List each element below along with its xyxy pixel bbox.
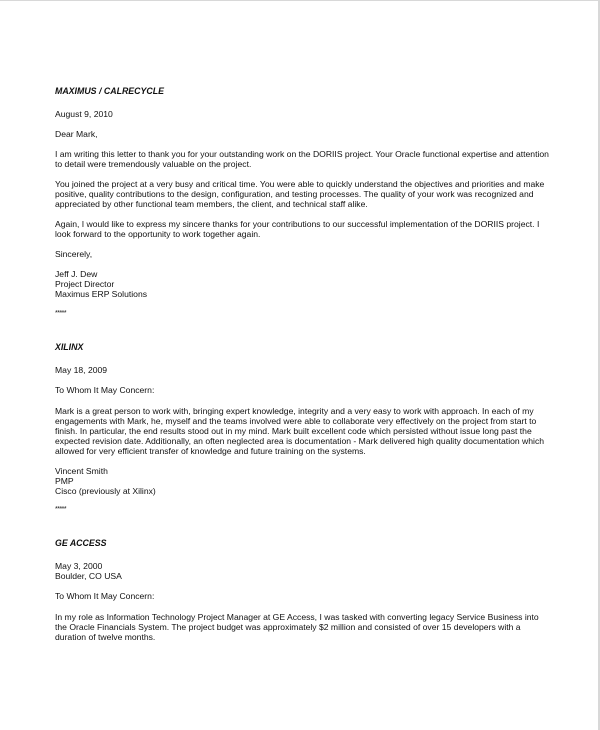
salutation: To Whom It May Concern:	[55, 591, 155, 601]
salutation: Dear Mark,	[55, 129, 98, 139]
separator: *****	[55, 506, 67, 513]
closing: Sincerely,	[55, 249, 93, 259]
letter-maximus	[55, 86, 550, 319]
signature-company: Maximus ERP Solutions	[55, 289, 148, 299]
paragraph: I am writing this letter to thank you for your outstanding work on the DORIIS project. Your Oracle functional expertise and attention to detail were tremendously valuable on the project.	[55, 149, 549, 169]
letter-date: August 9, 2010	[55, 109, 113, 119]
signature-title: PMP	[55, 476, 74, 486]
paragraph: Mark is a great person to work with, bringing expert knowledge, integrity and a very easy to work with approach. In each of my engagements with Mark, he, myself and the teams involved were able to collaborate very effectively on the project from start to finish. In particular, the end results stood out in my mind. Mark built excellent code which persisted without issue long past the expected revision date. Additionally, an often neglected area is documentation - Mark delivered high quality documentation which allowed for very efficient transfer of knowledge and future training on the systems.	[55, 406, 545, 456]
letter-location: Boulder, CO USA	[55, 571, 122, 581]
signature-company: Cisco (previously at Xilinx)	[55, 486, 156, 496]
letter-heading: XILINX	[55, 342, 84, 352]
letter-date: May 18, 2009	[55, 365, 108, 375]
signature-name: Vincent Smith	[55, 466, 108, 476]
signature-title: Project Director	[55, 279, 115, 289]
letter-heading: GE ACCESS	[55, 538, 107, 548]
paragraph: You joined the project at a very busy and critical time. You were able to quickly understand the objectives and priorities and make positive, quality contributions to the design, configuration, and testing processes. The quality of your work was recognized and appreciated by other functional team members, the client, and technical staff alike.	[55, 179, 545, 209]
letter-heading: MAXIMUS / CALRECYCLE	[55, 86, 164, 96]
letter-xilinx	[55, 342, 550, 515]
letter-date: May 3, 2000	[55, 561, 103, 571]
salutation: To Whom It May Concern:	[55, 385, 155, 395]
signature-name: Jeff J. Dew	[55, 269, 98, 279]
letter-ge-access	[55, 538, 550, 642]
paragraph: Again, I would like to express my sincere thanks for your contributions to our successful implementation of the DORIIS project. I look forward to the opportunity to work together again.	[55, 219, 540, 239]
separator: *****	[55, 310, 67, 317]
paragraph: In my role as Information Technology Project Manager at GE Access, I was tasked with converting legacy Service Business into the Oracle Financials System. The project budget was approximately $2 million and consisted of over 15 developers with a duration of twelve months.	[55, 612, 539, 642]
